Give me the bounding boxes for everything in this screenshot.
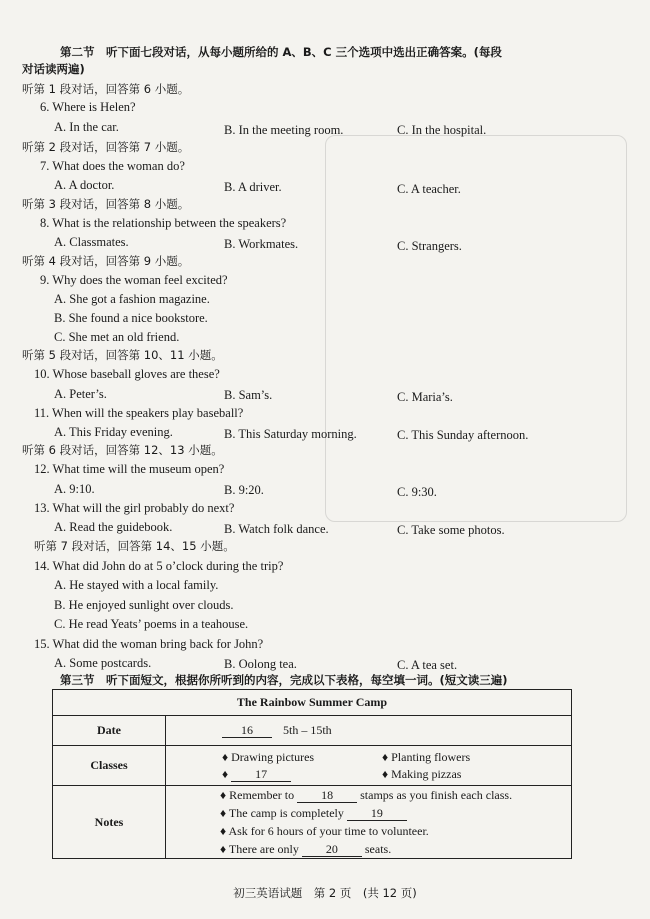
- classes-cell: [166, 746, 572, 786]
- dialogue-intro: 听第 3 段对话，回答第 8 小题。: [22, 197, 190, 211]
- option-a: A. A doctor.: [54, 178, 115, 192]
- option-a: A. This Friday evening.: [54, 425, 173, 439]
- option-b: B. She found a nice bookstore.: [54, 311, 208, 325]
- question-text: 8. What is the relationship between the speakers?: [40, 216, 287, 230]
- question-text: 12. What time will the museum open?: [34, 462, 225, 476]
- bullet-icon: ♦: [220, 806, 227, 820]
- option-a: A. He stayed with a local family.: [54, 578, 219, 592]
- class-item-label: Planting flowers: [391, 749, 471, 764]
- section2-heading: 第二节 听下面七段对话，从每小题所给的 A、B、C 三个选项中选出正确答案。(每段: [60, 45, 502, 59]
- option-c: C. He read Yeats’ poems in a teahouse.: [54, 617, 249, 631]
- option-a: A. Some postcards.: [54, 656, 152, 670]
- option-a: A. She got a fashion magazine.: [54, 292, 210, 306]
- question-text: 15. What did the woman bring back for John?: [34, 637, 264, 651]
- answer-blank-17: 17: [231, 767, 291, 782]
- option-a: A. Peter’s.: [54, 387, 107, 401]
- option-c: C. Strangers.: [397, 239, 462, 253]
- option-c: C. 9:30.: [397, 485, 437, 499]
- option-c: C. Take some photos.: [397, 523, 505, 537]
- option-c: C. In the hospital.: [397, 123, 487, 137]
- option-b: B. He enjoyed sunlight over clouds.: [54, 598, 234, 612]
- note-text: Remember to: [229, 788, 295, 802]
- note-line: [220, 804, 565, 822]
- option-b: B. 9:20.: [224, 483, 264, 497]
- option-c: C. Maria’s.: [397, 390, 453, 404]
- class-item: [172, 766, 382, 783]
- class-item-label: Drawing pictures: [231, 749, 315, 764]
- class-item: [382, 749, 470, 766]
- note-text: There are only: [228, 842, 299, 856]
- dialogue-intro: 听第 5 段对话，回答第 10、11 小题。: [22, 348, 223, 362]
- note-line: [220, 840, 565, 858]
- question-text: 13. What will the girl probably do next?: [34, 501, 235, 515]
- classes-label: Classes: [53, 746, 166, 786]
- class-item: [172, 749, 382, 766]
- class-item-label: Making pizzas: [391, 766, 462, 781]
- dialogue-intro: 听第 2 段对话，回答第 7 小题。: [22, 140, 190, 154]
- note-text: The camp is completely: [228, 806, 344, 820]
- dialogue-intro: 听第 6 段对话，回答第 12、13 小题。: [22, 443, 223, 457]
- note-text: Ask for 6 hours of your time to volunteer.: [228, 824, 429, 838]
- option-b: B. Watch folk dance.: [224, 522, 329, 536]
- question-text: 6. Where is Helen?: [40, 100, 136, 114]
- date-cell: [166, 716, 572, 746]
- option-a: A. Classmates.: [54, 235, 129, 249]
- table-title: The Rainbow Summer Camp: [53, 690, 572, 716]
- class-item: [382, 766, 461, 783]
- dialogue-intro: 听第 7 段对话，回答第 14、15 小题。: [34, 539, 235, 553]
- question-text: 7. What does the woman do?: [40, 159, 185, 173]
- answer-blank-20: 20: [302, 842, 362, 857]
- section3-heading: 第三节 听下面短文，根据你所听到的内容，完成以下表格，每空填一词。(短文读三遍): [60, 673, 508, 687]
- note-text: seats.: [364, 842, 392, 856]
- option-c: C. A tea set.: [397, 658, 458, 672]
- option-b: B. This Saturday morning.: [224, 427, 357, 441]
- note-line: [220, 822, 565, 840]
- option-a: A. Read the guidebook.: [54, 520, 173, 534]
- option-c: C. This Sunday afternoon.: [397, 428, 529, 442]
- option-a: A. 9:10.: [54, 482, 95, 496]
- bullet-icon: ♦: [382, 749, 389, 764]
- bullet-icon: ♦: [222, 749, 229, 764]
- bullet-icon: ♦: [222, 766, 229, 781]
- option-c: C. A teacher.: [397, 182, 461, 196]
- option-b: B. Oolong tea.: [224, 657, 297, 671]
- section2-heading-cont: 对话读两遍): [22, 62, 85, 76]
- bullet-icon: ♦: [220, 842, 227, 856]
- answer-blank-18: 18: [297, 788, 357, 803]
- note-text: stamps as you finish each class.: [360, 788, 513, 802]
- page-footer: 初三英语试题 第 2 页 (共 12 页): [233, 886, 417, 900]
- option-b: B. A driver.: [224, 180, 282, 194]
- bullet-icon: ♦: [220, 788, 227, 802]
- dialogue-intro: 听第 4 段对话，回答第 9 小题。: [22, 254, 190, 268]
- dialogue-intro: 听第 1 段对话，回答第 6 小题。: [22, 82, 190, 96]
- option-c: C. She met an old friend.: [54, 330, 180, 344]
- bullet-icon: ♦: [382, 766, 389, 781]
- note-line: [220, 786, 565, 804]
- option-a: A. In the car.: [54, 120, 119, 134]
- option-b: B. Workmates.: [224, 237, 299, 251]
- notes-cell: [166, 786, 572, 859]
- question-text: 11. When will the speakers play baseball?: [34, 406, 244, 420]
- answer-blank-19: 19: [347, 806, 407, 821]
- date-range: 5th – 15th: [283, 723, 332, 737]
- option-b: B. Sam’s.: [224, 388, 273, 402]
- bleed-through-shadow: [325, 135, 627, 522]
- question-text: 14. What did John do at 5 o’clock during the trip?: [34, 559, 284, 573]
- date-label: Date: [53, 716, 166, 746]
- option-b: B. In the meeting room.: [224, 123, 344, 137]
- summer-camp-table: [52, 689, 572, 859]
- answer-blank-16: 16: [222, 723, 272, 738]
- bullet-icon: ♦: [220, 824, 227, 838]
- question-text: 10. Whose baseball gloves are these?: [34, 367, 220, 381]
- notes-label: Notes: [53, 786, 166, 859]
- question-text: 9. Why does the woman feel excited?: [40, 273, 228, 287]
